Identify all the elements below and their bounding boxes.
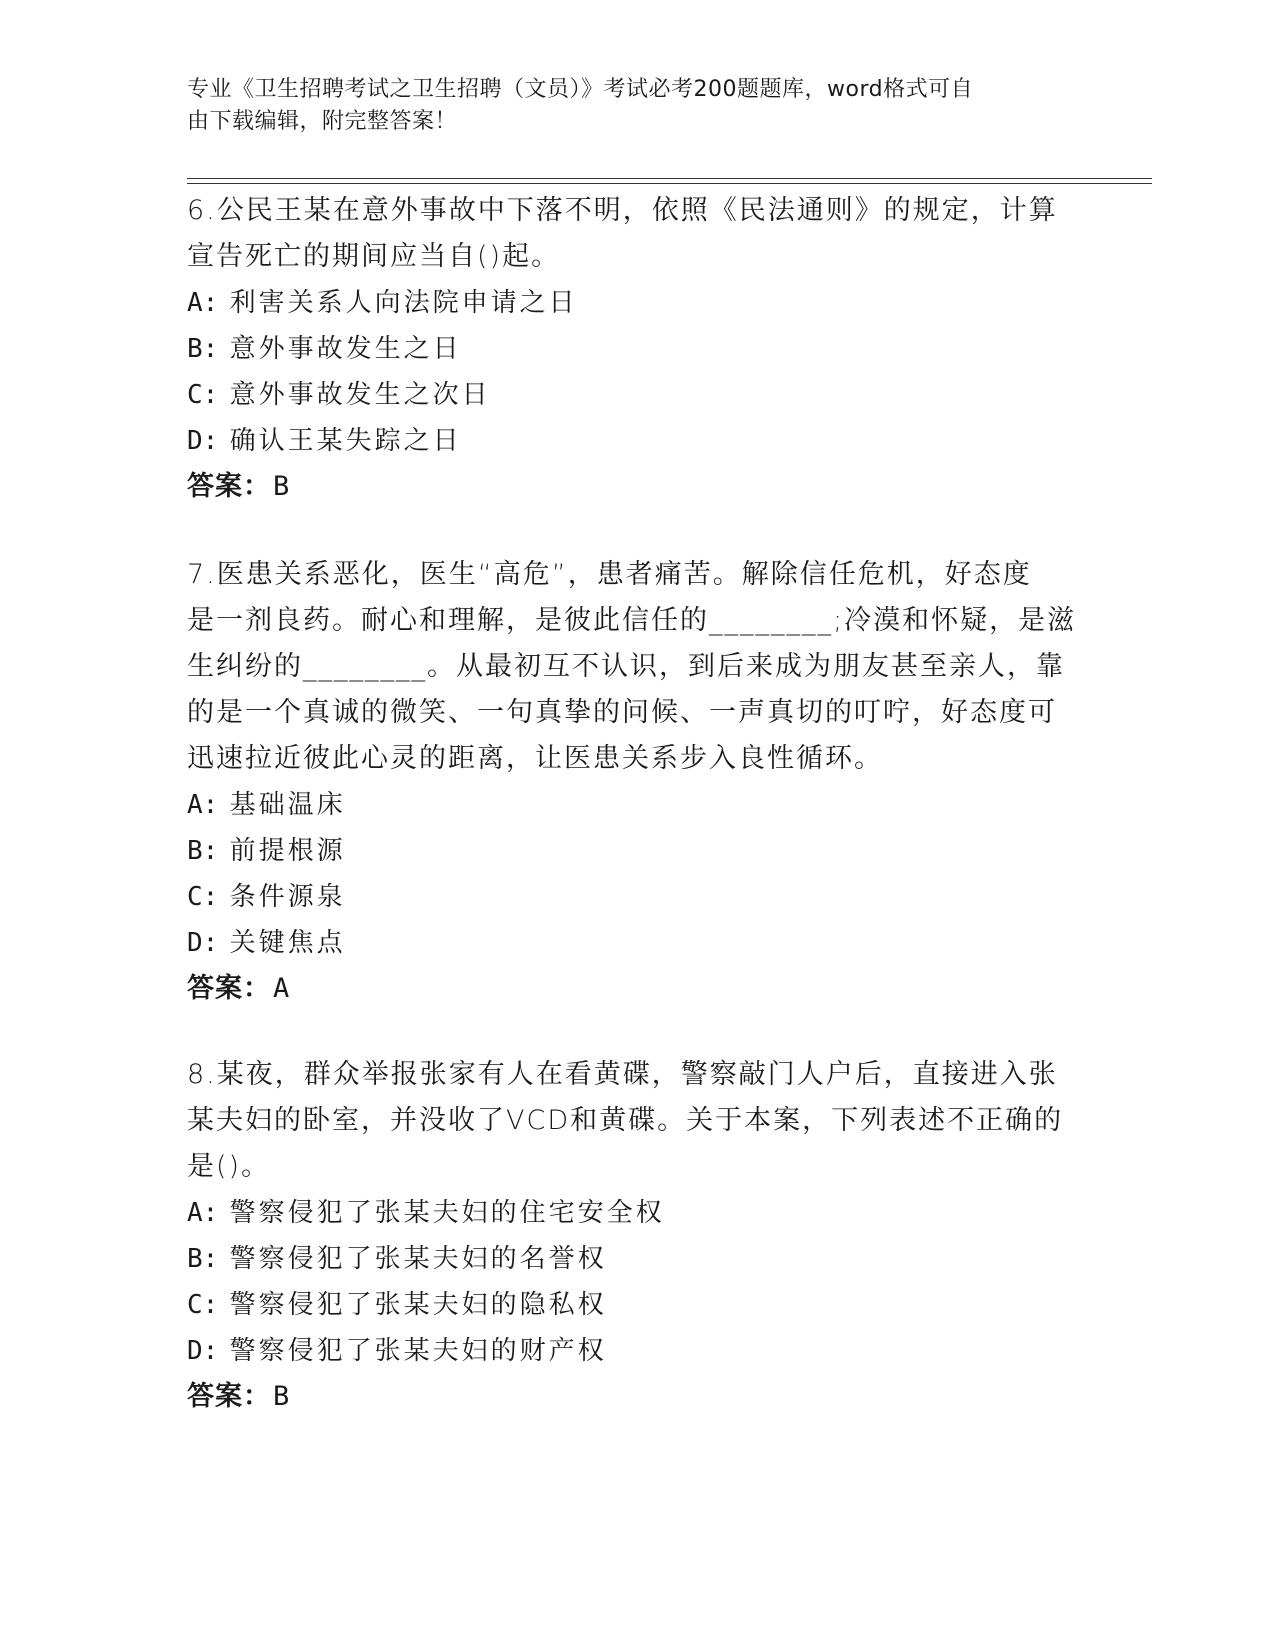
option-d	[187, 920, 1087, 966]
option-key: B:	[187, 836, 219, 866]
header-line-1: 专业《卫生招聘考试之卫生招聘（文员）》考试必考200题题库，word格式可自	[187, 77, 974, 102]
option-text: 警察侵犯了张某夫妇的财产权	[229, 1336, 607, 1366]
option-key: A:	[187, 288, 219, 318]
option-key: C:	[187, 882, 219, 912]
question-text-line: 的是一个真诚的微笑、一句真挚的问候、一声真切的叮咛，好态度可	[187, 697, 1057, 728]
option-d	[187, 1328, 1087, 1374]
option-text: 确认王某失踪之日	[229, 426, 462, 456]
option-key: C:	[187, 380, 219, 410]
option-key: B:	[187, 1244, 219, 1274]
option-text: 意外事故发生之次日	[229, 380, 491, 410]
answer-line	[187, 464, 1087, 510]
option-text: 基础温床	[229, 790, 346, 820]
answer-label: 答案：	[187, 471, 271, 502]
answer-value: A	[273, 973, 291, 1004]
option-c	[187, 1282, 1087, 1328]
question-text-line: 某夫妇的卧室，并没收了VCD和黄碟。关于本案，下列表述不正确的	[187, 1105, 1064, 1136]
option-b	[187, 828, 1087, 874]
option-text: 关键焦点	[229, 928, 346, 958]
option-c	[187, 874, 1087, 920]
option-text: 意外事故发生之日	[229, 334, 462, 364]
question-text-line: 是()。	[187, 1151, 271, 1182]
option-key: A:	[187, 1198, 219, 1228]
answer-line	[187, 1374, 1087, 1420]
option-a	[187, 280, 1087, 326]
question-text-line: 8.某夜，群众举报张家有人在看黄碟，警察敲门人户后，直接进入张	[187, 1059, 1058, 1090]
answer-value: B	[273, 1381, 291, 1412]
option-key: A:	[187, 790, 219, 820]
option-a	[187, 782, 1087, 828]
document-header	[187, 74, 1067, 138]
option-text: 警察侵犯了张某夫妇的隐私权	[229, 1290, 607, 1320]
answer-line	[187, 966, 1087, 1012]
header-rule-top	[187, 178, 1152, 179]
question-text-line: 宣告死亡的期间应当自()起。	[187, 241, 561, 272]
option-key: B:	[187, 334, 219, 364]
answer-label: 答案：	[187, 973, 271, 1004]
question-text-line: 6.公民王某在意外事故中下落不明，依照《民法通则》的规定，计算	[187, 195, 1058, 226]
option-text: 警察侵犯了张某夫妇的名誉权	[229, 1244, 607, 1274]
option-key: C:	[187, 1290, 219, 1320]
question-6	[187, 188, 1087, 510]
option-b	[187, 326, 1087, 372]
answer-label: 答案：	[187, 1381, 271, 1412]
question-7	[187, 552, 1087, 1012]
question-8	[187, 1052, 1087, 1420]
option-text: 前提根源	[229, 836, 346, 866]
header-line-2: 由下载编辑，附完整答案！	[187, 109, 458, 134]
option-text: 警察侵犯了张某夫妇的住宅安全权	[229, 1198, 665, 1228]
option-d	[187, 418, 1087, 464]
option-b	[187, 1236, 1087, 1282]
option-text: 利害关系人向法院申请之日	[229, 288, 578, 318]
option-key: D:	[187, 928, 219, 958]
option-text: 条件源泉	[229, 882, 346, 912]
option-key: D:	[187, 1336, 219, 1366]
header-rule-bottom	[187, 183, 1152, 184]
question-text-line: 是一剂良药。耐心和理解，是彼此信任的________;冷漠和怀疑，是滋	[187, 605, 1077, 636]
option-key: D:	[187, 426, 219, 456]
question-text-line: 生纠纷的________。从最初互不认识，到后来成为朋友甚至亲人，靠	[187, 651, 1065, 682]
answer-value: B	[273, 471, 291, 502]
option-c	[187, 372, 1087, 418]
question-text-line: 迅速拉近彼此心灵的距离，让医患关系步入良性循环。	[187, 743, 883, 774]
question-text-line: 7.医患关系恶化，医生“高危”，患者痛苦。解除信任危机，好态度	[187, 559, 1032, 590]
option-a	[187, 1190, 1087, 1236]
